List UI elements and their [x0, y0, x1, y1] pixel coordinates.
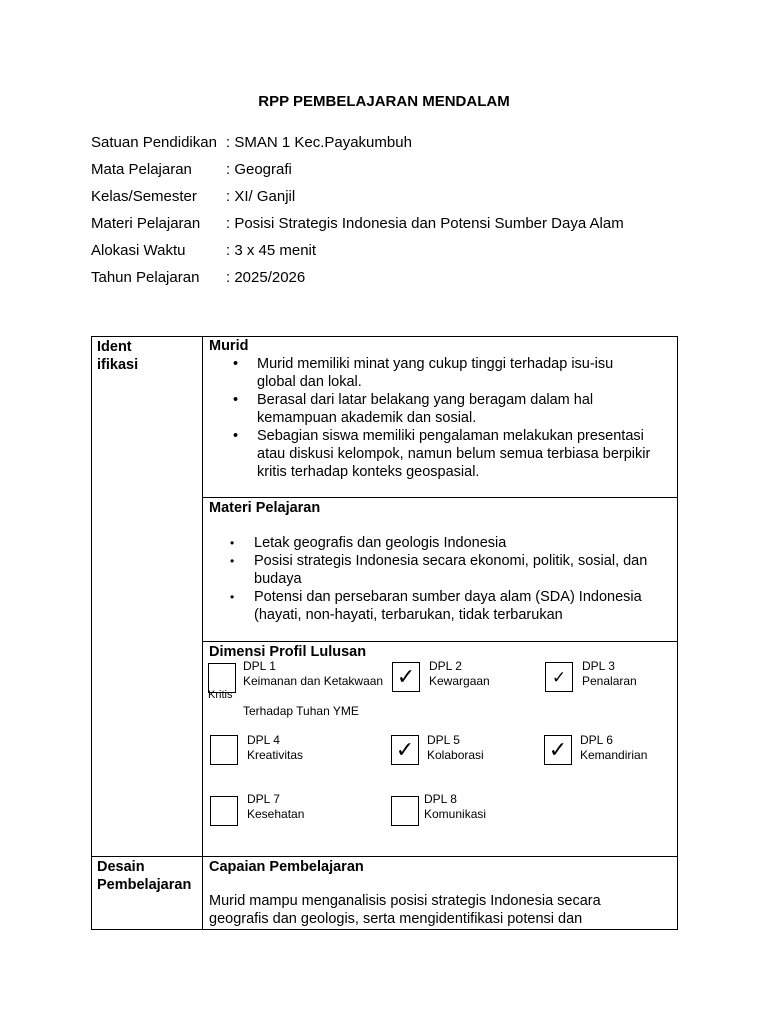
dpl-code: DPL 8: [424, 792, 457, 806]
dpl-label: [429, 659, 490, 689]
bullet-icon: •: [233, 356, 239, 372]
row-divider: [91, 856, 678, 857]
dpl-code: DPL 1: [243, 659, 276, 673]
list-item-line: Posisi strategis Indonesia secara ekonomi, politik, sosial, dan: [254, 553, 648, 569]
list-item: [209, 534, 674, 552]
bullet-icon: •: [233, 428, 239, 444]
dpl-code: DPL 2: [429, 659, 462, 673]
dpl-checkbox[interactable]: [210, 735, 238, 765]
dpl-name: Kreativitas: [247, 748, 304, 762]
check-icon: ✓: [548, 737, 568, 762]
meta-value: : XI/ Ganjil: [226, 188, 296, 205]
identifikasi-label-line: Ident: [97, 339, 132, 355]
dpl-overflow-text: Kritis: [208, 689, 233, 701]
list-item-line: Potensi dan persebaran sumber daya alam (SDA) Indonesia: [254, 589, 642, 605]
dpl-name: Kolaborasi: [427, 748, 484, 762]
list-item-line: Sebagian siswa memiliki pengalaman melakukan presentasi: [257, 428, 644, 444]
check-icon: ✓: [396, 664, 416, 689]
dpl-label: [582, 659, 637, 689]
table-column-divider: [202, 336, 203, 930]
bullet-icon: •: [230, 590, 235, 604]
list-item-line: Letak geografis dan geologis Indonesia: [254, 535, 507, 551]
meta-value: : 3 x 45 menit: [226, 242, 317, 259]
dpl-code: DPL 5: [427, 733, 460, 747]
list-item-line: Berasal dari latar belakang yang beragam dalam hal: [257, 392, 594, 408]
murid-list: [209, 355, 674, 481]
bullet-icon: •: [230, 536, 235, 550]
list-item-line: kritis terhadap konteks geospasial.: [257, 464, 480, 480]
dpl-label: [247, 733, 303, 763]
meta-label: Satuan Pendidikan: [91, 134, 217, 151]
capaian-text: [209, 892, 674, 928]
dpl-checkbox[interactable]: [391, 796, 419, 826]
dpl-checkbox[interactable]: [210, 796, 238, 826]
materi-list: [209, 534, 674, 624]
list-item: [209, 355, 674, 391]
dpl-name: Kesehatan: [247, 807, 305, 821]
desain-label-line: Desain: [97, 859, 145, 875]
list-item: [209, 427, 674, 481]
dpl-label: [424, 792, 486, 822]
list-item-line: budaya: [254, 571, 302, 587]
row-divider: [202, 641, 678, 642]
meta-row: [91, 133, 624, 160]
capaian-line: geografis dan geologis, serta mengidentifikasi potensi dan: [209, 911, 583, 927]
dpl-name: Kemandirian: [580, 748, 648, 762]
meta-value: : 2025/2026: [226, 269, 306, 286]
meta-row: [91, 160, 624, 187]
dpl-checkbox[interactable]: [392, 662, 420, 692]
list-item: [209, 588, 674, 624]
list-item-line: atau diskusi kelompok, namun belum semua terbiasa berpikir: [257, 446, 651, 462]
dpl-code: DPL 4: [247, 733, 280, 747]
list-item: [209, 391, 674, 427]
list-item-line: Murid memiliki minat yang cukup tinggi terhadap isu-isu: [257, 356, 614, 372]
dpl-checkbox[interactable]: [544, 735, 572, 765]
identifikasi-label: [97, 338, 138, 374]
dpl-code: DPL 3: [582, 659, 615, 673]
meta-label: Tahun Pelajaran: [91, 269, 200, 286]
rpp-table: [91, 336, 678, 930]
meta-row: [91, 241, 624, 268]
murid-heading: Murid: [209, 338, 249, 354]
dpl-label: [580, 733, 647, 763]
dpl-checkbox[interactable]: [391, 735, 419, 765]
meta-value: : Posisi Strategis Indonesia dan Potensi Sumber Daya Alam: [226, 215, 624, 232]
desain-label: [97, 858, 191, 894]
dpl-name: Kewargaan: [429, 674, 490, 688]
dpl-name-continued: Terhadap Tuhan YME: [243, 704, 359, 718]
row-divider: [202, 497, 678, 498]
meta-row: [91, 214, 624, 241]
check-icon: ✓: [395, 737, 415, 762]
materi-heading: Materi Pelajaran: [209, 500, 321, 516]
dpl-name: Penalaran: [582, 674, 637, 688]
meta-value: : SMAN 1 Kec.Payakumbuh: [226, 134, 412, 151]
dpl-name: Keimanan dan Ketakwaan: [243, 674, 384, 688]
meta-label: Kelas/Semester: [91, 188, 197, 205]
list-item-line: kemampuan akademik dan sosial.: [257, 410, 477, 426]
check-icon: ✓: [551, 667, 567, 687]
dpl-code: DPL 6: [580, 733, 613, 747]
dpl-label: [247, 792, 304, 822]
list-item: [209, 552, 674, 588]
capaian-heading: Capaian Pembelajaran: [209, 859, 364, 875]
dimensi-heading: Dimensi Profil Lulusan: [209, 644, 367, 660]
document-title: RPP PEMBELAJARAN MENDALAM: [258, 93, 510, 110]
meta-row: [91, 268, 624, 295]
identity-block: [91, 133, 624, 295]
dpl-checkbox[interactable]: [545, 662, 573, 692]
table-border-left: [91, 336, 92, 930]
dpl-name: Komunikasi: [424, 807, 487, 821]
desain-label-line: Pembelajaran: [97, 877, 192, 893]
table-border-right: [677, 336, 678, 930]
meta-value: : Geografi: [226, 161, 292, 178]
capaian-line: Murid mampu menganalisis posisi strategis Indonesia secara: [209, 893, 601, 909]
meta-row: [91, 187, 624, 214]
table-border-bottom: [91, 929, 678, 930]
bullet-icon: •: [230, 554, 235, 568]
dpl-label: [243, 659, 383, 689]
identifikasi-label-line: ifikasi: [97, 357, 139, 373]
dpl-code: DPL 7: [247, 792, 280, 806]
table-border-top: [91, 336, 678, 337]
meta-label: Alokasi Waktu: [91, 242, 186, 259]
list-item-line: (hayati, non-hayati, terbarukan, tidak terbarukan: [254, 607, 563, 623]
list-item-line: global dan lokal.: [257, 374, 362, 390]
bullet-icon: •: [233, 392, 239, 408]
dpl-label: [427, 733, 484, 763]
meta-label: Mata Pelajaran: [91, 161, 192, 178]
meta-label: Materi Pelajaran: [91, 215, 201, 232]
